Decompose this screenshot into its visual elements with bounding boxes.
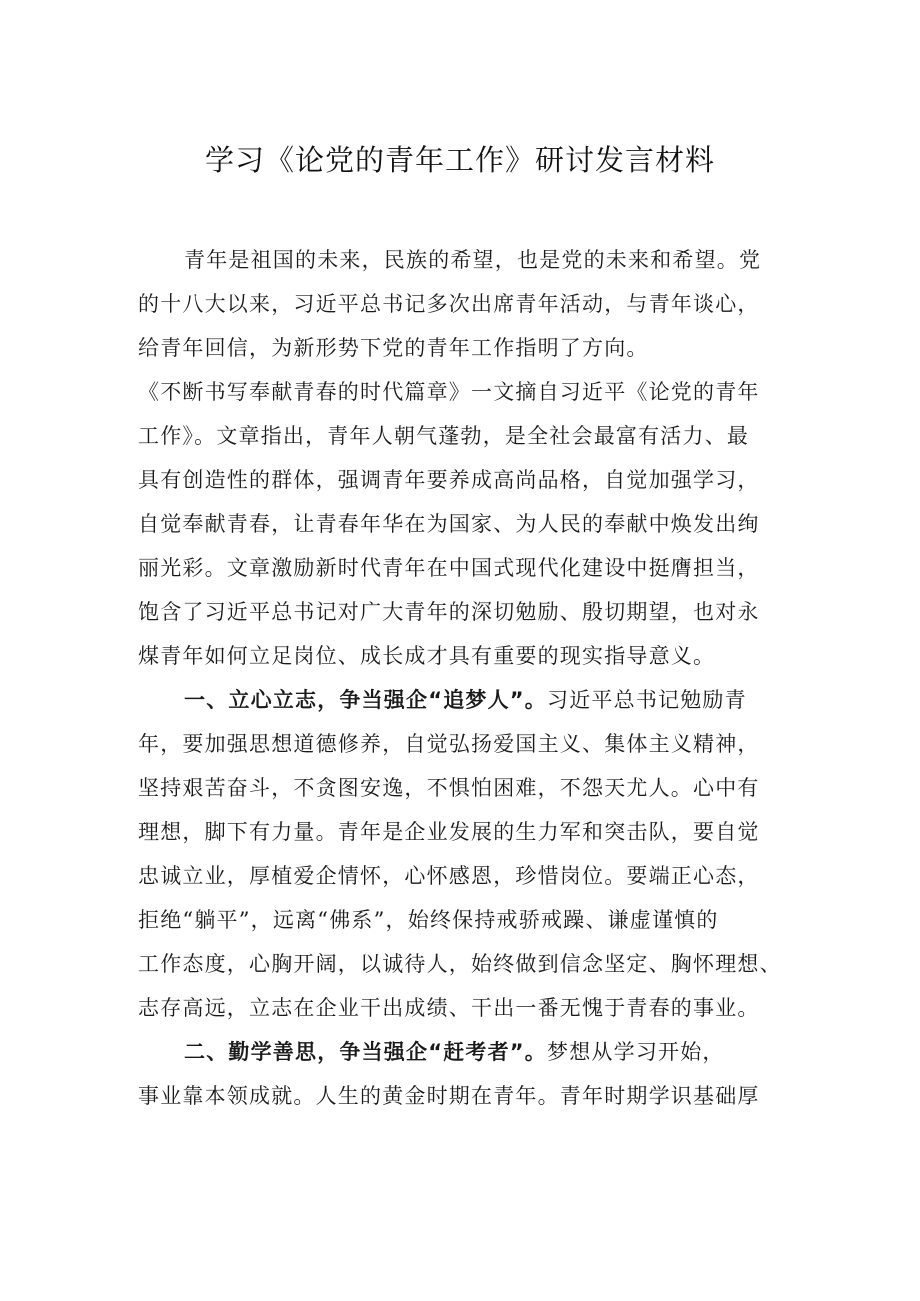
line-text: 丽光彩。文章激励新时代青年在中国式现代化建设中挺膺担当， (138, 556, 760, 580)
line-text: 自觉奉献青春，让青春年华在为国家、为人民的奉献中焕发出绚 (138, 512, 760, 536)
document-title: 学习《论党的青年工作》研讨发言材料 (204, 143, 715, 177)
paragraph-line (138, 502, 798, 546)
paragraph-line (138, 546, 798, 590)
paragraph-line (138, 282, 798, 326)
paragraph-line (138, 1030, 798, 1074)
line-text: 煤青年如何立足岗位、成长成才具有重要的现实指导意义。 (138, 644, 716, 668)
line-text: 的十八大以来，习近平总书记多次出席青年活动，与青年谈心， (138, 292, 760, 316)
paragraph-line (138, 898, 798, 942)
line-text: 青年是祖国的未来，民族的希望，也是党的未来和希望。党 (184, 248, 762, 272)
line-text: 饱含了习近平总书记对广大青年的深切勉励、殷切期望，也对永 (138, 600, 760, 624)
line-text: 工作》。文章指出，青年人朝气蓬勃，是全社会最富有活力、最 (138, 424, 750, 448)
paragraph-line (138, 326, 798, 370)
paragraph-line (138, 238, 798, 282)
paragraph-line (138, 370, 798, 414)
paragraph-line (138, 678, 798, 722)
paragraph-line (138, 810, 798, 854)
paragraph-line (138, 590, 798, 634)
line-text: 拒绝“躺平”，远离“佛系”，始终保持戒骄戒躁、谦虚谨慎的 (138, 908, 719, 932)
line-text: 梦想从学习开始， (547, 1040, 725, 1064)
paragraph-line (138, 942, 798, 986)
paragraph-line (138, 722, 798, 766)
section-heading: 二、勤学善思，争当强企“赶考者”。 (184, 1040, 548, 1064)
paragraph-line (138, 458, 798, 502)
line-text: 志存高远，立志在企业干出成绩、干出一番无愧于青春的事业。 (138, 996, 760, 1020)
paragraph-line (138, 766, 798, 810)
line-text: 习近平总书记勉励青 (547, 688, 747, 712)
section-heading: 一、立心立志，争当强企“追梦人”。 (184, 688, 548, 712)
line-text: 事业靠本领成就。人生的黄金时期在青年。青年时期学识基础厚 (138, 1084, 760, 1108)
paragraph-line (138, 854, 798, 898)
line-text: 给青年回信，为新形势下党的青年工作指明了方向。 (138, 336, 649, 360)
line-text: 具有创造性的群体，强调青年要养成高尚品格，自觉加强学习， (138, 468, 760, 492)
document-body (138, 238, 798, 1118)
line-text: 忠诚立业，厚植爱企情怀，心怀感恩，珍惜岗位。要端正心态， (138, 864, 760, 888)
line-text: 工作态度，心胸开阔，以诚待人，始终做到信念坚定、胸怀理想、 (138, 952, 782, 976)
line-text: 《不断书写奉献青春的时代篇章》一文摘自习近平《论党的青年 (138, 380, 760, 404)
paragraph-line (138, 414, 798, 458)
paragraph-line (138, 986, 798, 1030)
line-text: 年，要加强思想道德修养，自觉弘扬爱国主义、集体主义精神， (138, 732, 760, 756)
line-text: 坚持艰苦奋斗，不贪图安逸，不惧怕困难，不怨天尤人。心中有 (138, 776, 760, 800)
paragraph-line (138, 634, 798, 678)
paragraph-line (138, 1074, 798, 1118)
line-text: 理想，脚下有力量。青年是企业发展的生力军和突击队，要自觉 (138, 820, 760, 844)
